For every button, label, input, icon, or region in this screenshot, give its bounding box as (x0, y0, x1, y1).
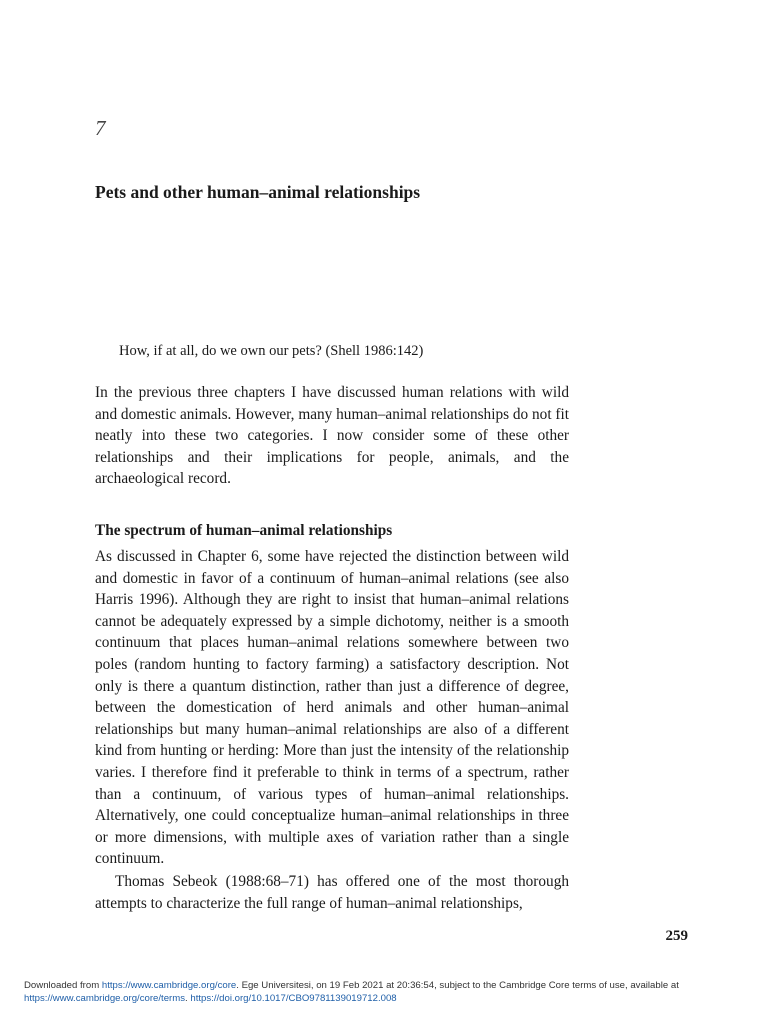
spectrum-paragraph: As discussed in Chapter 6, some have rejected the distinction between wild and domestic in favor of a continuum of human–animal relations (see also Harris 1996). Although they are right to insist that human–animal relations cannot be adequately expressed by a simple dichotomy, neither is a smooth continuum that places human–animal relations somewhere between two poles (random hunting to factory farming) a satisfactory description. Not only is there a quantum distinction, rather than just a difference of degree, between the domestication of herd animals and other human–animal relationships but many human–animal relationships are also of a different kind from hunting or herding: More than just the intensity of the relationship varies. I therefore find it preferable to think in terms of a spectrum, rather than a continuum, of various types of human–animal relationships. Alternatively, one could conceptualize human–animal relationships in three or more dimensions, with multiple axes of variation rather than a single continuum. (95, 548, 569, 868)
footer-separator: . (185, 993, 191, 1004)
sebeok-paragraph: Thomas Sebeok (1988:68–71) has offered one of the most thorough attempts to characterize the full range of human–animal relationships, (95, 873, 569, 912)
terms-link[interactable]: https://www.cambridge.org/core/terms (24, 993, 186, 1004)
chapter-title: Pets and other human–animal relationships (95, 182, 421, 202)
epigraph: How, if at all, do we own our pets? (Shell 1986:142) (119, 343, 424, 359)
download-footer (24, 979, 694, 1005)
doi-link[interactable]: https://doi.org/10.1017/CBO9781139019712.008 (190, 993, 397, 1004)
footer-middle: . Ege Universitesi, on 19 Feb 2021 at 20:36:54, subject to the Cambridge Core terms of use, available at (236, 980, 679, 991)
intro-paragraph: In the previous three chapters I have discussed human relations with wild and domestic animals. However, many human–animal relationships do not fit neatly into these two categories. I now consider some of these other relationships and their implications for people, animals, and the archaeological record. (95, 384, 569, 488)
core-link[interactable]: https://www.cambridge.org/core (101, 980, 237, 991)
page-number: 259 (665, 928, 688, 944)
footer-prefix: Downloaded from (24, 980, 102, 991)
section-heading: The spectrum of human–animal relationships (95, 522, 393, 539)
chapter-number: 7 (95, 116, 106, 140)
